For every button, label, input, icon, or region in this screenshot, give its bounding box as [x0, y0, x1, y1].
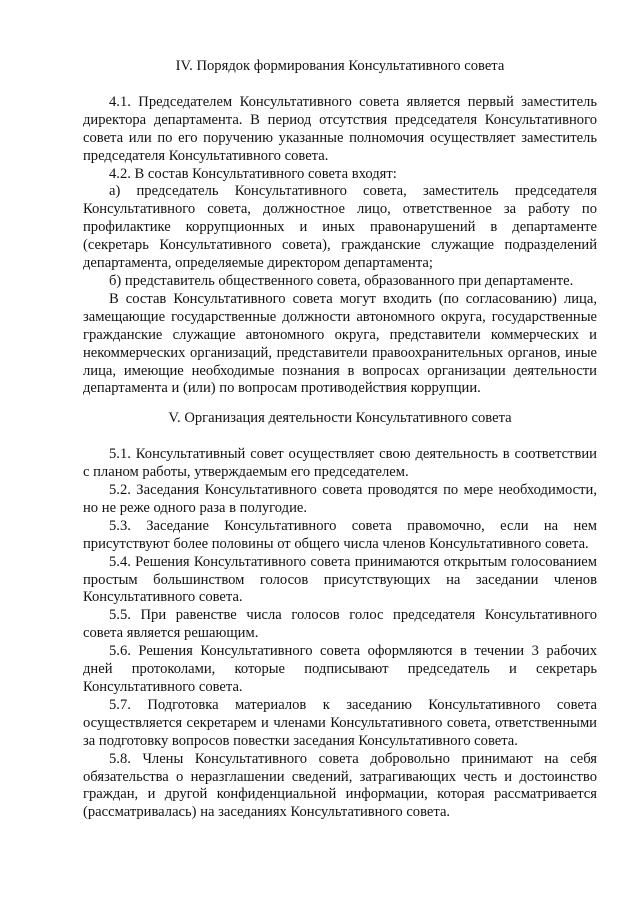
document-page: [83, 58, 597, 822]
section-4-heading: IV. Порядок формирования Консультативного совета: [175, 58, 505, 74]
paragraph-5-4: 5.4. Решения Консультативного совета принимаются открытым голосованием простым большинством голосов присутствующих на заседании членов Консультативного совета.: [83, 553, 597, 606]
paragraph-4-2: 4.2. В состав Консультативного совета входят:: [109, 165, 397, 182]
paragraph-4-2-a: а) председатель Консультативного совета, заместитель председателя Консультативного совета, должностное лицо, ответственное за работу по профилактике коррупционных и иных правонарушений в департаменте (секретарь Консультативного совета), гражданские служащие подразделений департамента, определяемые директором департамента;: [83, 183, 597, 272]
paragraph-4-composition: В состав Консультативного совета могут входить (по согласованию) лица, замещающие государственные должности автономного округа, государственные гражданские служащие автономного округа, представители коммерческих и некоммерческих организаций, представители правоохранительных органов, иные лица, имеющие необходимые познания в вопросах организации деятельности департамента и (или) по вопросам противодействия коррупции.: [83, 290, 597, 397]
paragraph-5-6: 5.6. Решения Консультативного совета оформляются в течении 3 рабочих дней протоколами, которые подписывают председатель и секретарь Консультативного совета.: [83, 643, 597, 695]
paragraph-5-1: 5.1. Консультативный совет осуществляет свою деятельность в соответствии с планом работы, утверждаемым его председателем.: [83, 446, 597, 481]
paragraph-5-7: 5.7. Подготовка материалов к заседанию Консультативного совета осуществляется секретарем и членами Консультативного совета, ответственными за подготовку вопросов повестки заседания Консультативного совета.: [83, 696, 597, 749]
paragraph-5-2: 5.2. Заседания Консультативного совета проводятся по мере необходимости, но не реже одного раза в полугодие.: [83, 482, 597, 516]
paragraph-4-2-b: б) представитель общественного совета, образованного при департаменте.: [109, 272, 574, 289]
paragraph-5-3: 5.3. Заседание Консультативного совета правомочно, если на нем присутствуют более половины от общего числа членов Консультативного совета.: [83, 517, 597, 552]
section-5-heading: V. Организация деятельности Консультативного совета: [168, 410, 512, 427]
paragraph-5-8: 5.8. Члены Консультативного совета добровольно принимают на себя обязательства о неразглашении сведений, затрагивающих честь и достоинство граждан, и другой конфиденциальной информации, которая рассматривается (рассматривалась) на заседаниях Консультативного совета.: [83, 750, 597, 821]
paragraph-4-1: 4.1. Председателем Консультативного совета является первый заместитель директора департамента. В период отсутствия председателя Консультативного совета или по его поручению указанные полномочия осуществляет заместитель председателя Консультативного совета.: [83, 93, 597, 164]
paragraph-5-5: 5.5. При равенстве числа голосов голос председателя Консультативного совета является решающим.: [83, 607, 597, 642]
